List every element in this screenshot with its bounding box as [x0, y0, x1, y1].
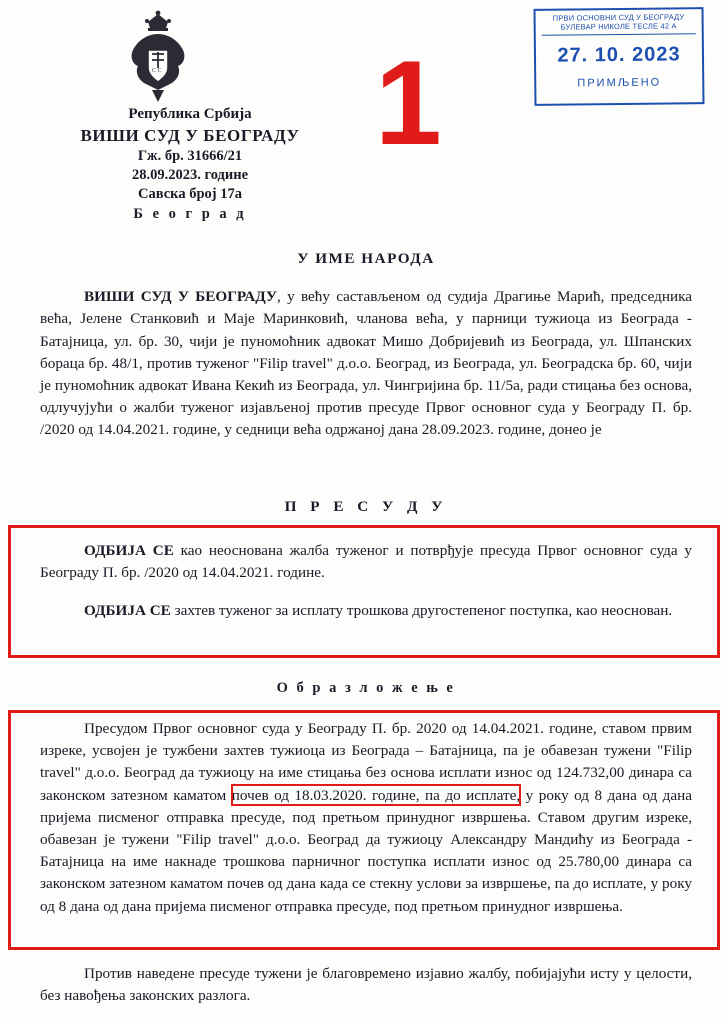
intro-paragraph: [40, 286, 692, 441]
court-header: [40, 105, 340, 224]
in-name-of-people-title: У ИМЕ НАРОДА: [297, 250, 435, 267]
court-name: ВИШИ СУД У БЕОГРАДУ: [80, 125, 300, 145]
svg-text:C C: C C: [152, 68, 162, 74]
country-label: Република Србија: [128, 106, 252, 122]
stamp-address-line: БУЛЕВАР НИКОЛЕ ТЕСЛЕ 42 А: [560, 21, 677, 32]
received-stamp: [533, 7, 704, 106]
intro-text: , у већу састављеном од судија Драгиње Марић, председника већа, Јелене Станковић и Маје Маринковић, чланова већа, у парници тужиоца из Београда - Батајница, ул. бр. 30, чији је пуномоћник адвокат Мишо Добријевић из Београда, ул. Шпанских бораца бр. 48/1, против туженог "Filip travel" д.о.о. Београд, из Београда, ул. Београдска бр. 60, чији је пуномоћник адвокат Ивана Кекић из Београда, ул. Чингријина бр. 11/5а, ради стицања без основа, одлучујући о жалби туженог изјављеној против пресуде Првог основног суда у Београду П. бр. /2020 од 14.04.2021. године, у седници већа одржаној дана 28.09.2023. године, донео је: [40, 288, 692, 439]
verdict-title: П Р Е С У Д У: [284, 498, 448, 515]
verdict-paragraph-1: [40, 540, 692, 584]
stamp-date: 27. 10. 2023: [557, 43, 681, 67]
red-page-marker: 1: [375, 36, 440, 170]
verdict-paragraph-2: [40, 600, 692, 622]
reasoning-block: [40, 718, 692, 920]
document-intro: [40, 248, 692, 444]
verdict-2-text: захтев туженог за исплату трошкова другостепеног поступка, као неоснован.: [170, 602, 673, 620]
verdict-2-bold: ОДБИЈА СЕ: [84, 602, 171, 620]
court-city: Б е о г р а д: [133, 205, 247, 222]
verdict-block: [40, 540, 692, 625]
case-number: Гж. бр. 31666/21: [137, 148, 243, 165]
appeal-block: [40, 963, 692, 1009]
stamp-divider: [542, 33, 696, 36]
reasoning-paragraph-2: Против наведене пресуде тужени је благовремено изјавио жалбу, побијајући исту у целости, без навођења законских разлога.: [40, 965, 692, 1005]
coat-of-arms-icon: [122, 10, 194, 106]
case-date: 28.09.2023. године: [131, 167, 249, 184]
intro-court-bold: ВИШИ СУД У БЕОГРАДУ: [84, 288, 277, 306]
reasoning-paragraph-1: Пресудом Првог основног суда у Београду П. бр. 2020 од 14.04.2021. године, ставом првим изреке, усвојен је тужбени захтев тужиоца из Београда – Батајница, па је обавезан тужени "Filip travel" д.о.о. Београд да тужиоцу на име стицања без основа исплати износ од 124.732,00 динара са законском затезном каматом почев од 18.03.2020. године, па до исплате, у року од 8 дана од дана пријема писменог отправка пресуде, под претњом принудног извршења. Ставом другим изреке, обавезан је тужени "Filip travel" д.о.о. Београд да тужиоцу Александру Мандићу из Београда - Батајница на име накнаде трошкова парничног поступка исплати износ од 25.780,00 динара са законском затезном каматом почев од дана када се стекну услови за извршење, па до исплате, у року од 8 дана од дана пријема писменог отправка пресуде, под претњом принудног извршења.: [40, 720, 692, 915]
reasoning-title: О б р а з л о ж е њ е: [276, 680, 456, 696]
verdict-1-bold: ОДБИЈА СЕ: [84, 542, 174, 559]
court-street: Савска број 17а: [138, 186, 242, 203]
stamp-received-label: ПРИМЉЕНО: [577, 76, 662, 90]
verdict-1-text: као неоснована жалба туженог и потврђује пресуда Првог основног суда у Београду П. бр. /2020 од 14.04.2021. године.: [40, 542, 692, 582]
stamp-court-line: ПРВИ ОСНОВНИ СУД У БЕОГРАДУ: [552, 12, 685, 23]
